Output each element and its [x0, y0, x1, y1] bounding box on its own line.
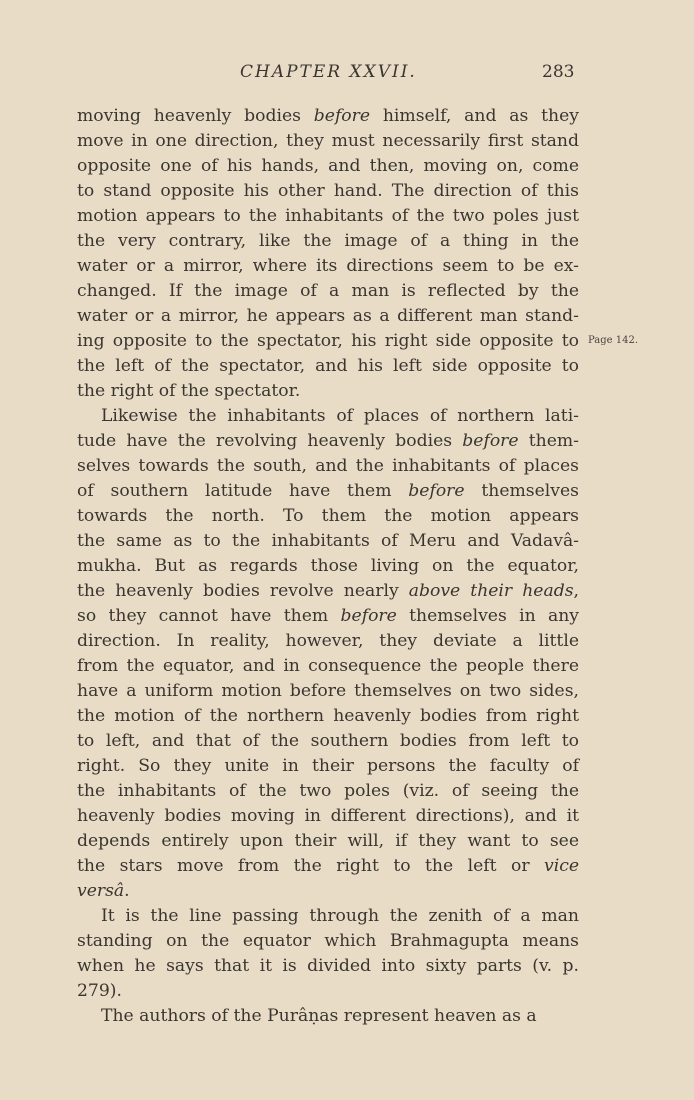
- italic-phrase: before: [340, 606, 397, 626]
- text-line: It is the line passing through the zenith of a man: [101, 906, 579, 926]
- italic-phrase: before: [313, 106, 371, 126]
- text-line: mukha. But as regards those living on the equator,: [77, 556, 579, 576]
- text-line: moving heavenly bodies before himself, and as they: [77, 106, 579, 126]
- text-line: 279).: [77, 981, 122, 1001]
- text-line: tude have the revolving heavenly bodies before them-: [77, 431, 579, 451]
- text-line: the right of the spectator.: [77, 381, 301, 401]
- body-text: [77, 104, 579, 1029]
- text-line: have a uniform motion before themselves on two sides,: [77, 681, 579, 701]
- text-line: changed. If the image of a man is reflected by the: [77, 281, 579, 301]
- text-line: the left of the spectator, and his left side opposite to: [77, 356, 579, 376]
- text-line: towards the north. To them the motion appears: [77, 506, 579, 526]
- text-line: Likewise the inhabitants of places of northern lati-: [101, 406, 579, 426]
- text-line: opposite one of his hands, and then, moving on, come: [77, 156, 579, 176]
- text-line: the motion of the northern heavenly bodies from right: [77, 706, 579, 726]
- text-line: depends entirely upon their will, if they want to see: [77, 831, 579, 851]
- margin-note: Page 142.: [588, 335, 639, 346]
- text-line: standing on the equator which Brahmagupta means: [77, 931, 579, 951]
- text-line: the inhabitants of the two poles (viz. of seeing the: [77, 781, 579, 801]
- text-line: move in one direction, they must necessarily first stand: [77, 131, 579, 151]
- italic-phrase: above their heads: [408, 581, 574, 601]
- text-line: water or a mirror, where its directions seem to be ex-: [77, 256, 579, 276]
- text-line: water or a mirror, he appears as a different man stand-: [77, 306, 579, 326]
- text-line: the same as to the inhabitants of Meru and Vadavâ-: [77, 531, 579, 551]
- text-line: versâ.: [77, 881, 130, 901]
- text-line: heavenly bodies moving in different directions), and it: [77, 806, 579, 826]
- text-line: ing opposite to the spectator, his right side opposite to: [77, 331, 579, 351]
- text-line: the stars move from the right to the left or vice: [77, 856, 579, 876]
- text-line: the heavenly bodies revolve nearly above their heads,: [77, 581, 579, 601]
- text-line: selves towards the south, and the inhabitants of places: [77, 456, 579, 476]
- italic-phrase: vice: [543, 856, 579, 876]
- text-line: of southern latitude have them before themselves: [77, 481, 579, 501]
- italic-phrase: before: [408, 481, 465, 501]
- text-line: to left, and that of the southern bodies from left to: [77, 731, 579, 751]
- text-line: The authors of the Purâṇas represent heaven as a: [101, 1006, 537, 1026]
- text-line: direction. In reality, however, they deviate a little: [77, 631, 579, 651]
- running-head: CHAPTER XXVII.: [240, 62, 417, 82]
- page-number: 283: [542, 62, 575, 82]
- text-line: from the equator, and in consequence the people there: [77, 656, 579, 676]
- italic-phrase: before: [462, 431, 519, 451]
- text-line: right. So they unite in their persons the faculty of: [77, 756, 579, 776]
- page-header: [0, 62, 694, 90]
- text-line: the very contrary, like the image of a thing in the: [77, 231, 579, 251]
- italic-phrase: versâ: [77, 881, 125, 901]
- text-line: motion appears to the inhabitants of the two poles just: [77, 206, 579, 226]
- text-line: so they cannot have them before themselves in any: [77, 606, 579, 626]
- text-line: when he says that it is divided into sixty parts (v. p.: [77, 956, 579, 976]
- text-line: to stand opposite his other hand. The direction of this: [77, 181, 579, 201]
